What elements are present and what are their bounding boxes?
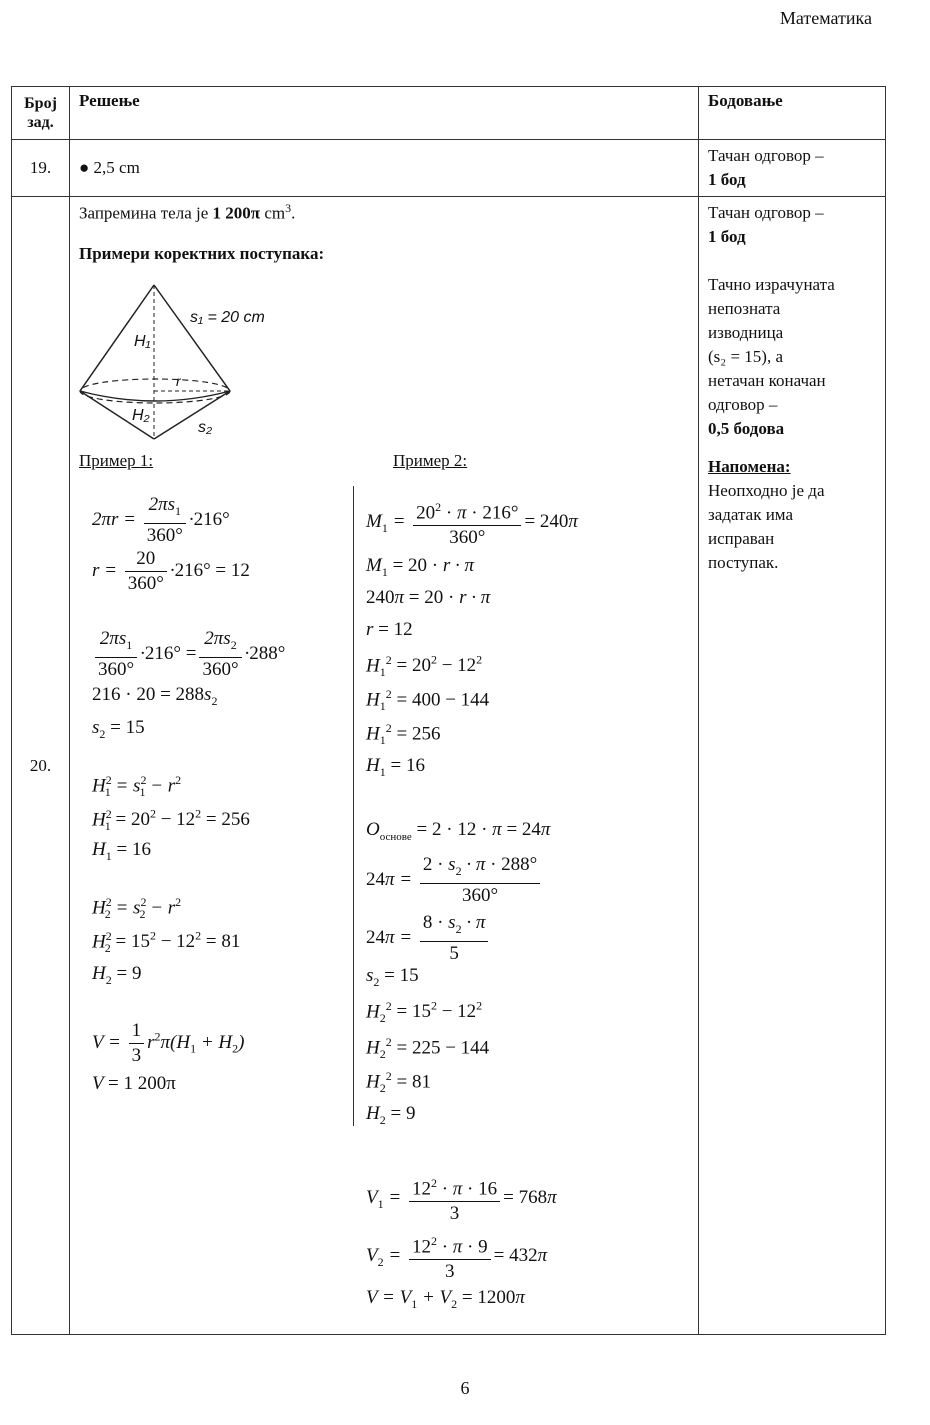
label-r: r — [176, 373, 181, 389]
header-solution: Решење — [70, 87, 699, 140]
label-H2: H₂ — [132, 407, 150, 424]
example1-title: Пример 1: — [79, 451, 154, 470]
page-number: 6 — [460, 1378, 470, 1398]
double-cone-figure — [76, 279, 296, 449]
examples-divider — [353, 486, 354, 1126]
examples-title: Примери коректних поступака: — [79, 244, 325, 263]
label-s2: s₂ — [198, 419, 213, 436]
answer-19: ● 2,5 cm — [70, 140, 699, 197]
grading-19: Тачан одговор – 1 бод — [699, 140, 886, 197]
grading-20: Тачан одговор – 1 бод Тачно израчуната непозната изводница (s₂ = 15), а нетачан коначан одговор – 0,5 бодова Напомена: Неопходно је да задатак има исправан поступак. — [699, 197, 886, 1335]
solution-20: Запремина тела је 1 200π $cm^3$. Примери коректних поступака: s₁ = 20 cm H₁ r H₂ s₂ Пример 1: Пример 2: 2πr = $\frac{2\pi s_1}{360^\circ}$ ·216° r = $\frac{20}{360^\circ}$ ·216° = 12 $\frac{2\pi s_1}{360^\circ}$ ·216° = $\frac{2\pi s_2}{360^\circ}$ ·288° $216 \cdot 20 = 288s_2$ $s_2 = 15$ $H^2_1 = s^2_1 - r^2$ $H^2_1 = 20^2 - 12^2 = 256$ $H_1 = 16$ $H^2_2 = s^2_2 - r^2$ $H^2_2 = 15^2 - 12^2 = 81$ $H_2 = 9$ V = $\frac{1}{3}$ $r^2\pi(H_1 + H_2)$ V = 1 200π $M_1$ = $\frac{20^2 \cdot \pi \cdot 216^\circ}{360^\circ}$ = 240π $M_1 = 20 \cdot r \cdot \pi$ 240π = 20 · r · π r = 12 $H_1^2 = 20^2 - 12^2$ $H_1^2 = 400 - 144$ $H_1^2 = 256$ $H_1 = 16$ $O_{основе} = 2 \cdot 12 \cdot \pi = 24\pi$ 24π = $\frac{2 \cdot s_2 \cdot \pi \cdot 288^\circ}{360^\circ}$ 24π = $\frac{8 \cdot s_2 \cdot \pi}{5}$ $s_2 = 15$ $H_2^2 = 15^2 - 12^2$ $H_2^2 = 225 - 144$ $H_2^2 = 81$ $H_2 = 9$ $V_1$ = $\frac{12^2 \cdot \pi \cdot 16}{3}$ = 768π $V_2$ = $\frac{12^2 \cdot \pi \cdot 9}{3}$ = 432π $V = V_1 + V_2 = 1200\pi$ — [70, 197, 699, 1335]
task-number-19: 19. — [12, 140, 70, 197]
header-num: Број зад. — [12, 87, 70, 140]
page-header-subject: Математика — [779, 8, 872, 28]
header-grading: Бодовање — [699, 87, 886, 140]
volume-statement: Запремина тела је 1 200π $cm^3$. — [79, 201, 296, 223]
label-H1: H₁ — [134, 333, 151, 350]
task-number-20: 20. — [12, 197, 70, 1335]
solutions-table — [11, 86, 886, 1335]
table-row-19 — [12, 140, 886, 197]
table-header-row — [12, 87, 886, 140]
example2-title: Пример 2: — [393, 451, 468, 470]
label-s1: s₁ = 20 cm — [190, 309, 265, 326]
table-row-20 — [12, 197, 886, 1335]
